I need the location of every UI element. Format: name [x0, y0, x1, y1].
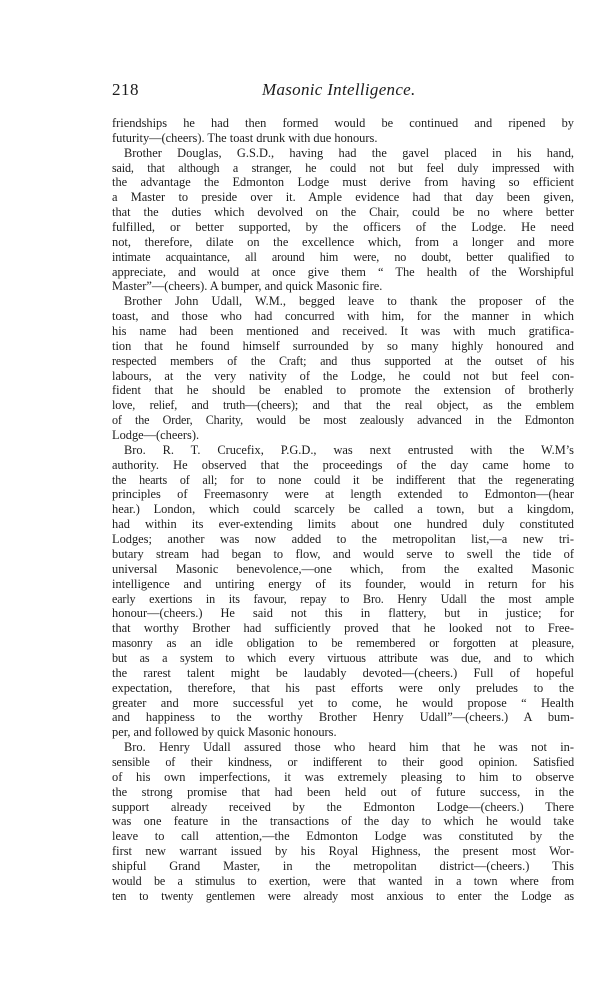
page-number: 218 [112, 80, 139, 99]
text-line: fident that he should be enabled to promote the extension of brotherly [112, 383, 574, 398]
text-line: labours, at the very nativity of the Lodge, he could not but feel con- [112, 368, 574, 383]
text-line: of his own imperfections, it was extremely pleasing to him to observe [112, 769, 574, 784]
text-line: not, therefore, dilate on the excellence which, from a longer and more [112, 234, 574, 249]
text-line: ten to twenty gentlemen were already most anxious to enter the Lodge as [112, 888, 574, 903]
text-line: said, that although a stranger, he could not but feel duly impressed with [112, 160, 574, 175]
text-line: hear.) London, which could scarcely be called a town, but a kingdom, [112, 502, 574, 517]
text-line: universal Masonic benevolence,—one which, from the exalted Masonic [112, 561, 574, 576]
text-line: masonry as an idle obligation to be remembered or forgotten at pleasure, [112, 636, 574, 651]
text-line: Bro. R. T. Crucefix, P.G.D., was next entrusted with the W.M’s [124, 442, 574, 457]
running-head [112, 80, 474, 104]
text-line: Lodge—(cheers). [112, 428, 200, 443]
text-line: principles of Freemasonry were at length extended to Edmonton—(hear [112, 487, 574, 502]
text-line: would be a stimulus to exertion, were that wanted in a town where from [112, 873, 574, 888]
text-line: sensible of their kindness, or indifferent to their good opinion. Satisfied [112, 754, 574, 769]
text-line: expectation, therefore, that his past efforts were only preludes to the [112, 680, 574, 695]
text-line: Lodges; another was now added to the metropolitan list,—a new tri- [112, 532, 574, 547]
running-title: Masonic Intelligence. [262, 80, 416, 99]
text-line: a Master to preside over it. Ample evidence had that day been given, [112, 190, 574, 205]
text-line: support already received by the Edmonton Lodge—(cheers.) There [112, 799, 574, 814]
text-line: fulfilled, or better supported, by the officers of the Lodge. He need [112, 220, 574, 235]
text-line: greater and more successful yet to come, he would propose “ Health [112, 695, 574, 710]
text-line: Brother Douglas, G.S.D., having had the gavel placed in his hand, [124, 145, 574, 160]
text-line: that worthy Brother had sufficiently proved that he looked not to Free- [112, 621, 574, 636]
text-line: first new warrant issued by his Royal Highness, the present most Wor- [112, 844, 574, 859]
text-line: Brother John Udall, W.M., begged leave to thank the proposer of the [124, 294, 574, 309]
text-line: of the Order, Charity, would be most zealously advanced in the Edmonton [112, 413, 574, 428]
text-line: tion that he found himself surrounded by so many highly honoured and [112, 338, 574, 353]
text-line: the hearts of all; for to none could it be indifferent that the regenerating [112, 472, 574, 487]
text-line: respected members of the Craft; and thus supported at the outset of his [112, 353, 574, 368]
text-line: intimate acquaintance, all around him were, no doubt, better qualified to [112, 249, 574, 264]
text-line: authority. He observed that the proceedings of the day came home to [112, 457, 574, 472]
text-line: appreciate, and would at once give them “ The health of the Worshipful [112, 264, 574, 279]
text-line: butary stream had began to flow, and would serve to swell the tide of [112, 546, 574, 561]
text-line: had within its ever-extending limits about one hundred duly constituted [112, 517, 574, 532]
text-line: his name had been mentioned and received. It was with much gratifica- [112, 324, 574, 339]
text-line: intelligence and untiring energy of its founder, would in return for his [112, 576, 574, 591]
text-line: early exertions in its favour, repay to Bro. Henry Udall the most ample [112, 591, 574, 606]
body-text [112, 116, 574, 904]
text-line: that the duties which devolved on the Chair, could be no where better [112, 205, 574, 220]
text-line: friendships he had then formed would be continued and ripened by [112, 116, 574, 130]
text-line: and happiness to the worthy Brother Henry Udall”—(cheers.) A bum- [112, 710, 574, 725]
text-line: the rarest talent might be laudably devoted—(cheers.) Full of hopeful [112, 665, 574, 680]
text-line: leave to call attention,—the Edmonton Lodge was constituted by the [112, 829, 574, 844]
text-line: but as a system to which every virtuous attribute was due, and to which [112, 650, 574, 665]
text-line: the advantage the Edmonton Lodge must derive from having so efficient [112, 175, 574, 190]
text-line: Bro. Henry Udall assured those who heard him that he was not in- [124, 740, 574, 755]
text-line: futurity—(cheers). The toast drunk with due honours. [112, 130, 378, 145]
text-line: honour—(cheers.) He said not this in flattery, but in justice; for [112, 606, 574, 621]
text-line: Master”—(cheers). A bumper, and quick Masonic fire. [112, 279, 383, 294]
text-line: love, relief, and truth—(cheers); and that the real object, as the emblem [112, 398, 574, 413]
text-line: per, and followed by quick Masonic honours. [112, 725, 337, 740]
text-line: toast, and those who had concurred with him, for the manner in which [112, 309, 574, 324]
text-line: shipful Grand Master, in the metropolitan district—(cheers.) This [112, 858, 574, 873]
text-line: was one feature in the transactions of the day to which he would take [112, 814, 574, 829]
text-line: the strong promise that had been held out of future success, in the [112, 784, 574, 799]
